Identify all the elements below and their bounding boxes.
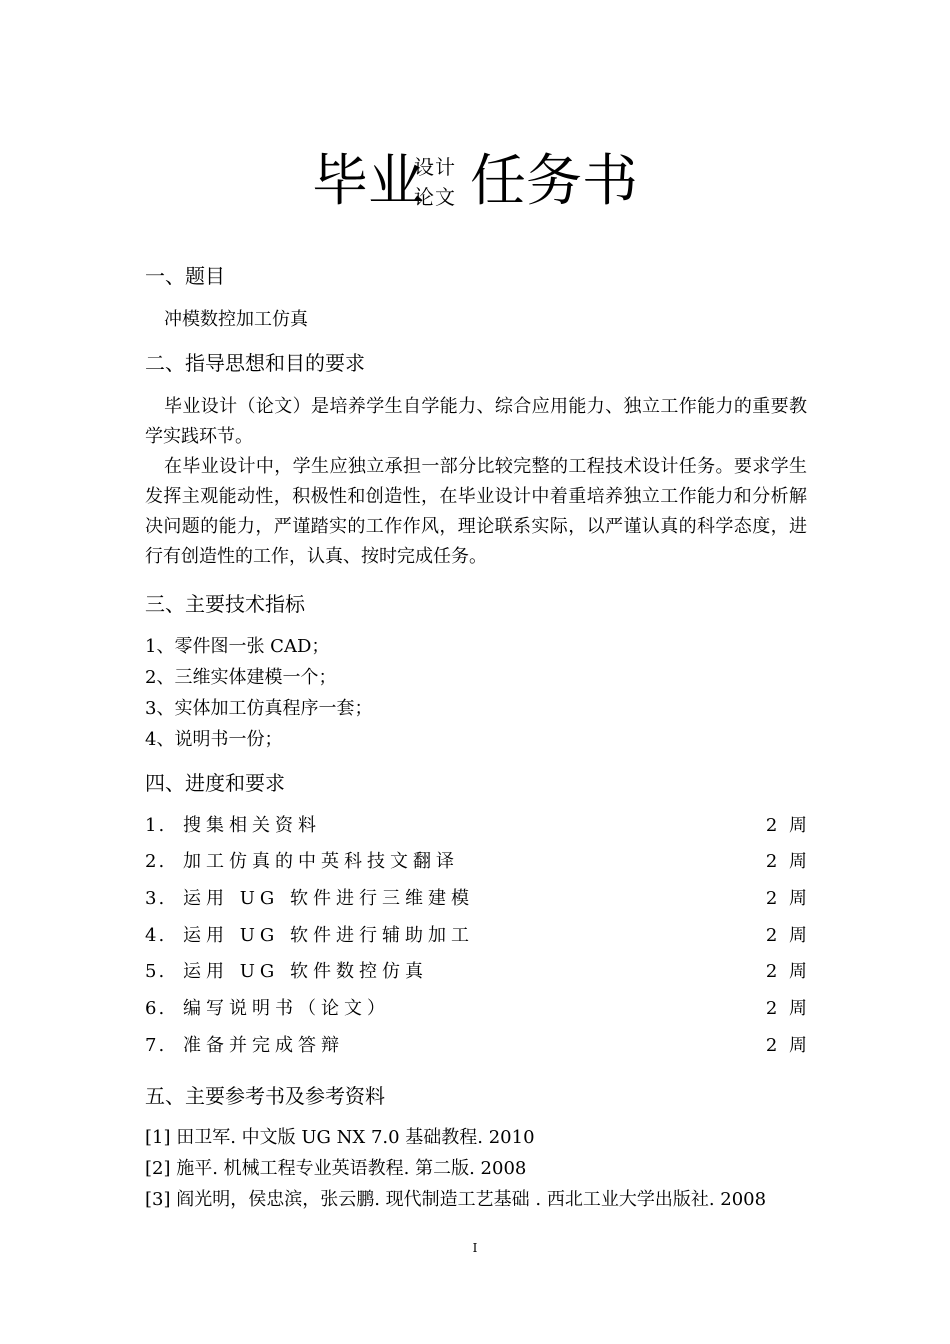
title-stack-bottom: 论文 <box>414 185 456 209</box>
schedule-duration: 2 周 <box>765 961 807 982</box>
schedule-number: 1. <box>145 815 167 836</box>
schedule-number: 3. <box>145 888 167 909</box>
title-part-2: 任务书 <box>470 149 638 214</box>
schedule-task: 加工仿真的中英科技文翻译 <box>183 851 459 872</box>
schedule-task: 准备并完成答辩 <box>183 1035 344 1056</box>
schedule-row <box>145 1031 807 1061</box>
schedule-duration: 2 周 <box>765 1035 807 1056</box>
section-3-heading: 三、主要技术指标 <box>145 592 305 616</box>
schedule-task: 搜集相关资料 <box>183 815 321 836</box>
section-2-heading: 二、指导思想和目的要求 <box>145 351 365 375</box>
guidance-paragraphs <box>145 392 807 572</box>
tech-item-2: 2、三维实体建模一个； <box>145 667 337 688</box>
schedule-duration: 2 周 <box>765 925 807 946</box>
schedule-duration: 2 周 <box>765 851 807 872</box>
schedule-task: 运用 UG 软件进行三维建模 <box>183 888 474 909</box>
section-1-heading: 一、题目 <box>145 264 225 288</box>
schedule-number: 4. <box>145 925 167 946</box>
schedule-number: 7. <box>145 1035 167 1056</box>
schedule-row <box>145 957 807 987</box>
schedule-row <box>145 811 807 841</box>
schedule-task: 编写说明书（论文） <box>183 998 390 1019</box>
reference-item-3: [3] 阎光明，侯忠滨，张云鹏. 现代制造工艺基础 . 西北工业大学出版社. 2008 <box>145 1189 767 1210</box>
schedule-task: 运用 UG 软件数控仿真 <box>183 961 428 982</box>
reference-item-2: [2] 施平. 机械工程专业英语教程. 第二版. 2008 <box>145 1158 527 1179</box>
guidance-paragraph-2: 在毕业设计中，学生应独立承担一部分比较完整的工程技术设计任务。要求学生发挥主观能动性，积极性和创造性，在毕业设计中着重培养独立工作能力和分析解决问题的能力，严谨踏实的工作作风，理论联系实际，以严谨认真的科学态度，进行有创造性的工作，认真、按时完成任务。 <box>145 456 807 567</box>
tech-item-1: 1、零件图一张 CAD； <box>145 636 330 657</box>
schedule-row <box>145 994 807 1024</box>
section-5-heading: 五、主要参考书及参考资料 <box>145 1084 385 1108</box>
page-number: I <box>472 1241 478 1255</box>
schedule-number: 5. <box>145 961 167 982</box>
document-title <box>0 146 950 218</box>
section-4-heading: 四、进度和要求 <box>145 771 285 795</box>
schedule-row <box>145 921 807 951</box>
schedule-row <box>145 847 807 877</box>
schedule-number: 2. <box>145 851 167 872</box>
schedule-duration: 2 周 <box>765 815 807 836</box>
guidance-paragraph-1: 毕业设计（论文）是培养学生自学能力、综合应用能力、独立工作能力的重要教学实践环节。 <box>145 396 807 447</box>
schedule-task: 运用 UG 软件进行辅助加工 <box>183 925 474 946</box>
tech-item-4: 4、说明书一份； <box>145 729 283 750</box>
schedule-duration: 2 周 <box>765 888 807 909</box>
schedule-duration: 2 周 <box>765 998 807 1019</box>
reference-item-1: [1] 田卫军. 中文版 UG NX 7.0 基础教程. 2010 <box>145 1127 535 1148</box>
schedule-number: 6. <box>145 998 167 1019</box>
tech-item-3: 3、实体加工仿真程序一套； <box>145 698 373 719</box>
topic-text: 冲模数控加工仿真 <box>164 309 308 330</box>
schedule-row <box>145 884 807 914</box>
title-stack-top: 设计 <box>414 155 456 179</box>
title-part-1: 毕业 <box>312 149 424 214</box>
